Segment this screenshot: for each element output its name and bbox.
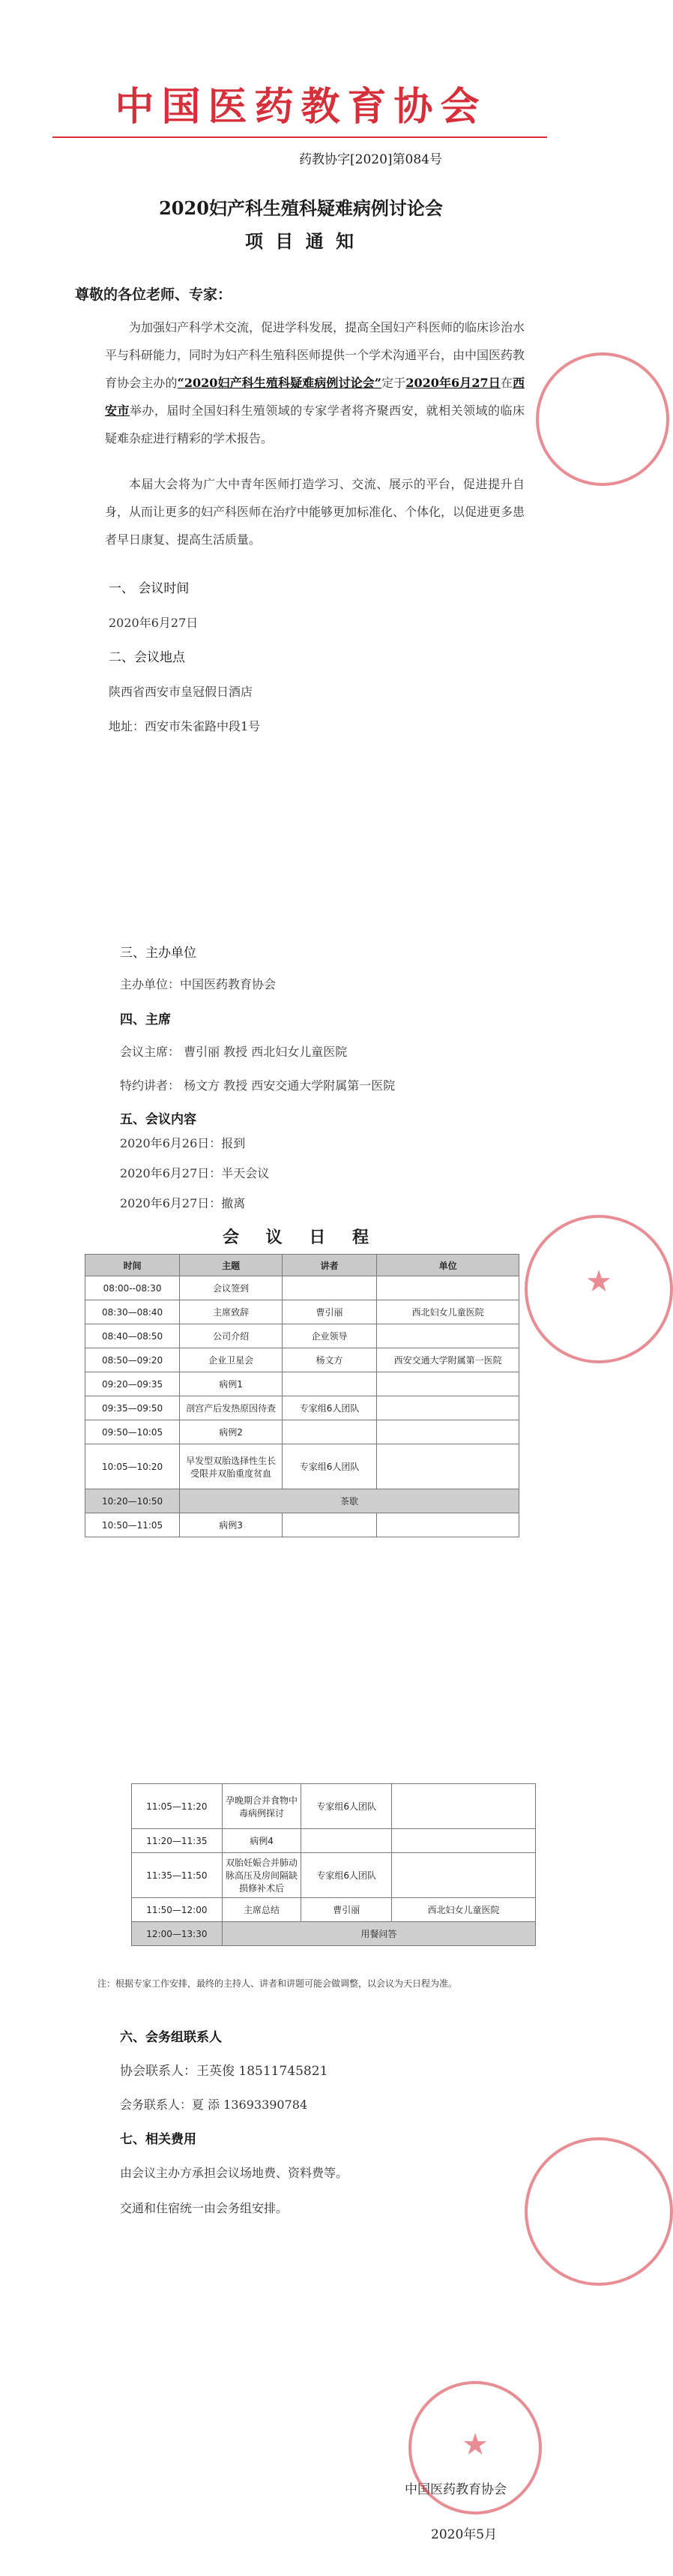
cell-time: 10:20—10:50 (85, 1489, 180, 1513)
cell-time: 11:50—12:00 (132, 1898, 223, 1922)
seal-star-icon: ★ (585, 1264, 612, 1299)
schedule-row (85, 1396, 519, 1420)
section-organizer-heading: 三、主办单位 (120, 946, 196, 961)
intro-text-d: 举办，届时全国妇科生殖领域的专家学者将齐聚西安，就相关领域的临床疑难杂症进行精彩的学术报告。 (105, 403, 525, 445)
content-day-2: 2020年6月27日：半天会议 (120, 1166, 270, 1180)
contact-conference: 会务联系人：夏 添 13693390784 (120, 2098, 308, 2112)
section-chair-heading: 四、主席 (120, 1012, 171, 1027)
section-time-heading: 一、 会议时间 (109, 581, 190, 596)
cell-topic: 双胎妊娠合并肺动脉高压及房间隔缺损修补术后 (222, 1853, 301, 1898)
cell-unit (377, 1420, 519, 1444)
signature-org: 中国医药教育协会 (405, 2482, 507, 2497)
cell-topic: 企业卫星会 (180, 1348, 283, 1372)
cell-speaker (282, 1276, 376, 1300)
cell-topic: 病例4 (222, 1829, 301, 1853)
cell-speaker: 专家组6人团队 (282, 1444, 376, 1489)
cell-unit (377, 1324, 519, 1348)
intro-text-b: 定于 (381, 376, 406, 390)
cell-topic: 公司介绍 (180, 1324, 283, 1348)
header-topic: 主题 (180, 1255, 283, 1276)
cell-speaker: 专家组6人团队 (282, 1396, 376, 1420)
cell-topic: 早发型双胎选择性生长受限并双胎重度贫血 (180, 1444, 283, 1489)
schedule-row (132, 1898, 536, 1922)
cell-topic: 用餐问答 (222, 1922, 535, 1946)
schedule-table-part-2 (131, 1783, 536, 1946)
chair-line: 会议主席： 曹引丽 教授 西北妇女儿童医院 (120, 1045, 348, 1059)
intro-paragraph-2: 本届大会将为广大中青年医师打造学习、交流、展示的平台，促进提升自身，从而让更多的妇产科医师在治疗中能够更加标准化、个体化，以促进更多患者早日康复、提高生活质量。 (105, 477, 525, 547)
event-city: 西安市 (105, 376, 525, 418)
cell-time: 09:50—10:05 (85, 1420, 180, 1444)
schedule-row (85, 1348, 519, 1372)
cell-time: 08:50—09:20 (85, 1348, 180, 1372)
schedule-row (85, 1420, 519, 1444)
letterhead-divider (52, 136, 547, 138)
cell-speaker: 企业领导 (282, 1324, 376, 1348)
schedule-row (132, 1922, 536, 1946)
content-day-3: 2020年6月27日：撤离 (120, 1196, 246, 1210)
schedule-row (132, 1853, 536, 1898)
notice-title: 2020妇产科生殖科疑难病例讨论会 (159, 197, 443, 219)
signature-date: 2020年5月 (431, 2527, 498, 2542)
cell-speaker (301, 1829, 392, 1853)
venue-name: 陕西省西安市皇冠假日酒店 (109, 685, 253, 699)
section-content-heading: 五、会议内容 (120, 1112, 196, 1127)
seal-stamp-main (408, 2381, 542, 2515)
cell-unit (392, 1853, 536, 1898)
cell-topic: 孕晚期合并食物中毒病例探讨 (222, 1784, 301, 1829)
schedule-row (85, 1513, 519, 1537)
header-unit: 单位 (377, 1255, 519, 1276)
event-date: 2020年6月27日 (405, 376, 501, 390)
cell-unit: 西安交通大学附属第一医院 (377, 1348, 519, 1372)
header-speaker: 讲者 (282, 1255, 376, 1276)
cell-time: 11:05—11:20 (132, 1784, 223, 1829)
schedule-row (132, 1784, 536, 1829)
section-fees-heading: 七、相关费用 (120, 2132, 196, 2147)
cell-speaker (282, 1513, 376, 1537)
cell-unit (392, 1784, 536, 1829)
cell-time: 08:40—08:50 (85, 1324, 180, 1348)
meeting-date: 2020年6月27日 (109, 616, 199, 630)
cell-topic: 主席总结 (222, 1898, 301, 1922)
org-letterhead: 中国医药教育协会 (115, 85, 487, 130)
cell-unit: 西北妇女儿童医院 (392, 1898, 536, 1922)
organizer-line: 主办单位：中国医药教育协会 (120, 977, 277, 991)
seal-stamp-partial-1 (536, 352, 669, 486)
intro-paragraph-1 (105, 313, 525, 452)
intro-text-c: 在 (500, 376, 513, 390)
schedule-table-part-1 (85, 1254, 519, 1537)
cell-speaker (282, 1372, 376, 1396)
cell-unit (377, 1276, 519, 1300)
cell-time: 10:05—10:20 (85, 1444, 180, 1489)
cell-topic: 主席致辞 (180, 1300, 283, 1324)
seal-stamp-partial-2 (525, 1215, 673, 1363)
greeting: 尊敬的各位老师、专家： (75, 286, 232, 303)
cell-topic: 病例3 (180, 1513, 283, 1537)
venue-address: 地址：西安市朱雀路中段1号 (109, 719, 261, 733)
cell-topic: 茶歇 (180, 1489, 519, 1513)
cell-time: 11:20—11:35 (132, 1829, 223, 1853)
cell-time: 10:50—11:05 (85, 1513, 180, 1537)
intro-text-a: 为加强妇产科学术交流，促进学科发展，提高全国妇产科医师的临床诊治水平与科研能力，同时为妇产科生殖科医师提供一个学术沟通平台，由中国医药教育协会主办的 (105, 320, 525, 390)
cell-speaker: 曹引丽 (301, 1898, 392, 1922)
cell-topic: 剖宫产后发热原因待查 (180, 1396, 283, 1420)
cell-speaker: 专家组6人团队 (301, 1784, 392, 1829)
schedule-row (85, 1444, 519, 1489)
cell-unit (377, 1513, 519, 1537)
cell-speaker: 专家组6人团队 (301, 1853, 392, 1898)
schedule-row (132, 1829, 536, 1853)
cell-unit (377, 1396, 519, 1420)
schedule-row (85, 1324, 519, 1348)
cell-unit (392, 1829, 536, 1853)
cell-speaker: 杨文方 (282, 1348, 376, 1372)
contact-association: 协会联系人：王英俊 18511745821 (120, 2064, 328, 2079)
cell-speaker (282, 1420, 376, 1444)
seal-stamp-partial-3 (525, 2137, 673, 2286)
cell-time: 12:00—13:30 (132, 1922, 223, 1946)
cell-speaker: 曹引丽 (282, 1300, 376, 1324)
content-day-1: 2020年6月26日：报到 (120, 1136, 246, 1150)
cell-topic: 会议签到 (180, 1276, 283, 1300)
document-number: 药教协字[2020]第084号 (299, 152, 442, 167)
schedule-title: 会 议 日 程 (223, 1228, 379, 1247)
fee-line-2: 交通和住宿统一由会务组安排。 (120, 2201, 289, 2215)
cell-topic: 病例2 (180, 1420, 283, 1444)
cell-time: 09:20—09:35 (85, 1372, 180, 1396)
schedule-note: 注：根据专家工作安排，最终的主持人、讲者和讲题可能会做调整，以会议为天日程为准。 (97, 1978, 458, 1989)
event-name: “2020妇产科生殖科疑难病例讨论会” (177, 376, 381, 390)
cell-unit (377, 1444, 519, 1489)
seal-star-icon: ★ (462, 2428, 489, 2462)
cell-time: 09:35—09:50 (85, 1396, 180, 1420)
cell-time: 08:00--08:30 (85, 1276, 180, 1300)
cell-time: 08:30—08:40 (85, 1300, 180, 1324)
header-time: 时间 (85, 1255, 180, 1276)
section-venue-heading: 二、会议地点 (109, 650, 185, 665)
schedule-row (85, 1276, 519, 1300)
schedule-row (85, 1300, 519, 1324)
speaker-line: 特约讲者： 杨文方 教授 西安交通大学附属第一医院 (120, 1078, 396, 1093)
cell-time: 11:35—11:50 (132, 1853, 223, 1898)
fee-line-1: 由会议主办方承担会议场地费、资料费等。 (120, 2166, 348, 2180)
section-contacts-heading: 六、会务组联系人 (120, 2030, 222, 2045)
notice-subtitle: 项 目 通 知 (244, 230, 357, 252)
schedule-row (85, 1489, 519, 1513)
cell-topic: 病例1 (180, 1372, 283, 1396)
cell-unit (377, 1372, 519, 1396)
cell-unit: 西北妇女儿童医院 (377, 1300, 519, 1324)
schedule-row (85, 1372, 519, 1396)
